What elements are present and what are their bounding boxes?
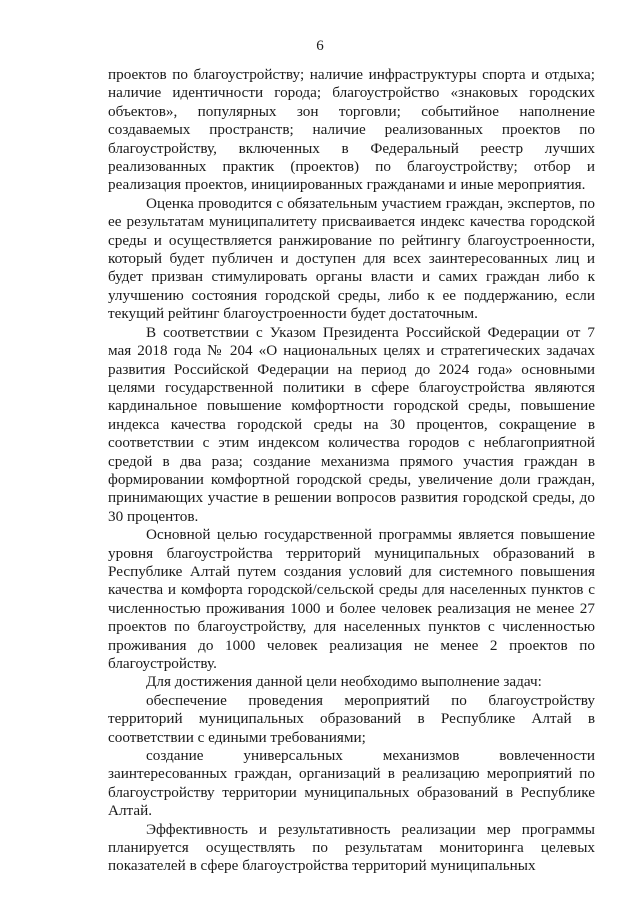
- paragraph-assessment: Оценка проводится с обязательным участием граждан, экспертов, по ее результатам муниципалитету присваивается индекс качества городской среды и осуществляется ранжирование по рейтингу благоустроенности, который будет публичен и доступен для всех заинтересованных лиц и будет призван стимулировать органы власти и самих граждан либо к улучшению состояния городской среды, либо к ее поддержанию, если текущий рейтинг благоустроенности будет достаточным.: [108, 194, 595, 323]
- paragraph-efficiency: Эффективность и результативность реализации мер программы планируется осуществлять по результатам мониторинга целевых показателей в сфере благоустройства территорий муниципальных: [108, 820, 595, 875]
- paragraph-task-2: создание универсальных механизмов вовлеченности заинтересованных граждан, организаций в реализацию мероприятий по благоустройству территории муниципальных образований в Республике Алтай.: [108, 747, 595, 820]
- page-number: 6: [316, 38, 324, 54]
- body-text: [108, 66, 595, 876]
- paragraph-program-goal: Основной целью государственной программы является повышение уровня благоустройства территорий муниципальных образований в Республике Алтай путем создания условий для системного повышения качества и комфорта городской/сельской среды для населенных пунктов с численностью проживания 1000 и более человек реализация не менее 27 проектов по благоустройству, для населенных пунктов с численностью проживания до 1000 человек реализация не менее 2 проектов по благоустройству.: [108, 526, 595, 672]
- paragraph-tasks-intro: Для достижения данной цели необходимо выполнение задач:: [146, 673, 542, 691]
- paragraph-continued: проектов по благоустройству; наличие инфраструктуры спорта и отдыха; наличие идентичности города; благоустройство «знаковых городских объектов», популярных зон торговли; событийное наполнение создаваемых пространств; наличие реализованных проектов по благоустройству, включенных в Федеральный реестр лучших реализованных практик (проектов) по благоустройству; отбор и реализация проектов, инициированных гражданами и иные мероприятия.: [108, 66, 595, 194]
- paragraph-task-1: обеспечение проведения мероприятий по благоустройству территорий муниципальных образований в Республике Алтай в соответствии с едиными требованиями;: [108, 691, 595, 746]
- paragraph-decree: В соответствии с Указом Президента Российской Федерации от 7 мая 2018 года № 204 «О национальных целях и стратегических задачах развития Российской Федерации на период до 2024 года» основными целями государственной политики в сфере благоустройства являются кардинальное повышение комфортности городской среды, повышение индекса качества городской среды на 30 процентов, сокращение в соответствии с этим индексом количества городов с неблагоприятной средой в два раза; создание механизма прямого участия граждан в формировании комфортной городской среды, увеличение доли граждан, принимающих участие в решении вопросов развития городской среды, до 30 процентов.: [108, 323, 595, 525]
